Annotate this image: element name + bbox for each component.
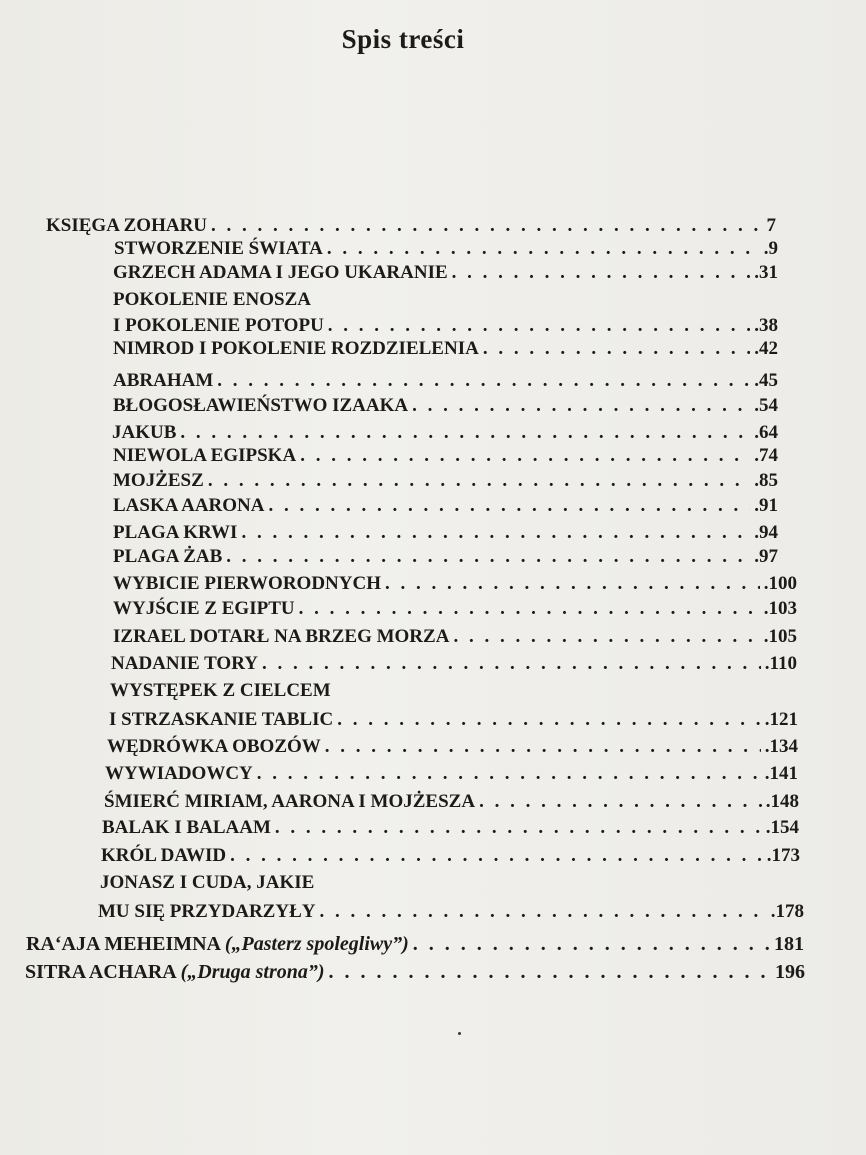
toc-entry-page: .148: [765, 791, 799, 812]
toc-entry-title: I POKOLENIE POTOPU: [113, 315, 324, 336]
dot-leader: [319, 900, 766, 924]
dot-leader: [479, 790, 762, 814]
toc-entry-title: IZRAEL DOTARŁ NA BRZEG MORZA: [113, 626, 450, 647]
toc-entry: [105, 762, 798, 786]
toc-entry-page: 7: [766, 215, 776, 236]
toc-entry-title: BŁOGOSŁAWIEŃSTWO IZAAKA: [113, 395, 409, 416]
toc-entry-title: JAKUB: [112, 422, 177, 443]
dot-leader: [226, 545, 750, 569]
toc-entry-page: 196: [775, 961, 805, 983]
toc-entry-title: PLAGA KRWI: [113, 522, 238, 543]
toc-entry: [46, 214, 776, 238]
toc-entry-page: .173: [766, 845, 800, 866]
toc-entry-title: NADANIE TORY: [111, 653, 258, 674]
toc-entry: [113, 369, 778, 393]
toc-entry-page: .64: [754, 422, 778, 443]
toc-entry-page: .31: [754, 262, 778, 283]
dot-leader: [299, 597, 760, 621]
toc-entry-title-main: SITRA ACHARA: [25, 961, 176, 983]
toc-entry: [26, 932, 804, 956]
toc-entry-title: MU SIĘ PRZYDARZYŁY: [98, 901, 316, 922]
toc-entry-title: NIMROD I POKOLENIE ROZDZIELENIA: [113, 338, 479, 359]
toc-entry: [98, 900, 804, 924]
dot-leader: [337, 708, 761, 732]
toc-entry: [113, 521, 778, 545]
toc-entry-title: WYBICIE PIERWORODNYCH: [113, 573, 381, 594]
toc-entry: [113, 337, 778, 361]
toc-entry: [104, 790, 799, 814]
toc-entry-page: .38: [754, 315, 778, 336]
toc-entry-title: WYWIADOWCY: [105, 763, 253, 784]
toc-entry: [25, 960, 805, 984]
dot-leader: [180, 421, 750, 445]
dot-leader: [300, 444, 750, 468]
toc-entry-title-main: RA‘AJA MEHEIMNA: [26, 933, 220, 955]
toc-entry: [113, 597, 797, 621]
toc-entry: [107, 735, 798, 759]
dot-leader: [211, 214, 762, 238]
toc-entry-title: ŚMIERĆ MIRIAM, AARONA I MOJŻESZA: [104, 791, 476, 812]
toc-entry-title: LASKA AARONA: [113, 495, 265, 516]
dot-leader: [269, 494, 751, 518]
dot-leader: [217, 369, 750, 393]
dot-leader: [328, 314, 750, 338]
toc-entry-page: .103: [763, 598, 797, 619]
dot-leader: [230, 844, 763, 868]
toc-entry-page: .97: [754, 546, 778, 567]
toc-entry-title: BALAK I BALAAM: [102, 817, 271, 838]
dot-leader: [452, 261, 751, 285]
dot-leader: [241, 521, 750, 545]
toc-entry-page: .74: [754, 445, 778, 466]
toc-entry-title: NIEWOLA EGIPSKA: [113, 445, 297, 466]
toc-entry-page: .134: [764, 736, 798, 757]
toc-entry: [109, 708, 798, 732]
toc-entry: [114, 237, 778, 261]
toc-entry-title: WĘDRÓWKA OBOZÓW: [107, 736, 321, 757]
toc-entry-title: I STRZASKANIE TABLIC: [109, 709, 334, 730]
toc-entry-page: .110: [764, 653, 797, 674]
toc-entry-page: .141: [764, 763, 798, 784]
toc-entry-page: .154: [765, 817, 799, 838]
print-speck: [458, 1032, 461, 1035]
toc-entry-title: ABRAHAM: [113, 370, 214, 391]
dot-leader: [329, 960, 771, 984]
toc-entry-title: PLAGA ŻAB: [113, 546, 223, 567]
toc-entry-page: .42: [754, 338, 778, 359]
dot-leader: [275, 816, 762, 840]
toc-entry-title: MOJŻESZ: [113, 470, 204, 491]
toc-entry-title: KRÓL DAWID: [101, 845, 227, 866]
dot-leader: [412, 394, 750, 418]
dot-leader: [262, 652, 761, 676]
toc-entry-title: STWORZENIE ŚWIATA: [114, 238, 323, 259]
toc-entry-title: GRZECH ADAMA I JEGO UKARANIE: [113, 262, 448, 283]
toc-entry-page: .94: [754, 522, 778, 543]
toc-entry-title: JONASZ I CUDA, JAKIE: [100, 872, 315, 893]
toc-entry-page: .45: [754, 370, 778, 391]
toc-entry-page: .100: [763, 573, 797, 594]
toc-entry-subtitle: („Pasterz spolegliwy”): [224, 933, 409, 955]
toc-entry: [113, 288, 778, 312]
toc-entry-page: .9: [763, 238, 778, 259]
dot-leader: [385, 572, 760, 596]
toc-entry-page: .121: [764, 709, 798, 730]
dot-leader: [257, 762, 761, 786]
toc-entry-title: WYSTĘPEK Z CIELCEM: [110, 680, 331, 701]
toc-entry-page: .91: [754, 495, 778, 516]
toc-entry-page: .54: [754, 395, 778, 416]
toc-entry: [113, 261, 778, 285]
toc-entry: [113, 545, 778, 569]
toc-entry: [110, 679, 798, 703]
toc-entry-page: .178: [770, 901, 804, 922]
page-title: Spis treści: [341, 24, 465, 54]
toc-entry: [113, 572, 797, 596]
toc-entry: [113, 444, 778, 468]
dot-leader: [325, 735, 761, 759]
dot-leader: [483, 337, 750, 361]
toc-entry-title: WYJŚCIE Z EGIPTU: [113, 598, 295, 619]
toc-entry-page: .85: [754, 470, 778, 491]
toc-entry: [113, 469, 778, 493]
toc-entry-page: 181: [774, 933, 804, 955]
toc-entry: [111, 652, 797, 676]
dot-leader: [413, 932, 770, 956]
toc-entry-subtitle: („Druga strona”): [180, 961, 325, 983]
toc-entry: [113, 625, 797, 649]
toc-entry-title: [25, 960, 325, 984]
toc-entry: [101, 844, 800, 868]
toc-entry: [113, 314, 778, 338]
dot-leader: [208, 469, 750, 493]
toc-entry: [100, 871, 800, 895]
toc-entry-page: .105: [763, 626, 797, 647]
dot-leader: [327, 237, 760, 261]
toc-entry-title: KSIĘGA ZOHARU: [46, 215, 208, 236]
toc-entry: [113, 494, 778, 518]
toc-entry: [102, 816, 799, 840]
toc-entry-title: [26, 932, 409, 956]
toc-entry: [113, 394, 778, 418]
toc-entry: [112, 421, 778, 445]
dot-leader: [453, 625, 759, 649]
toc-entry-title: POKOLENIE ENOSZA: [113, 289, 311, 310]
